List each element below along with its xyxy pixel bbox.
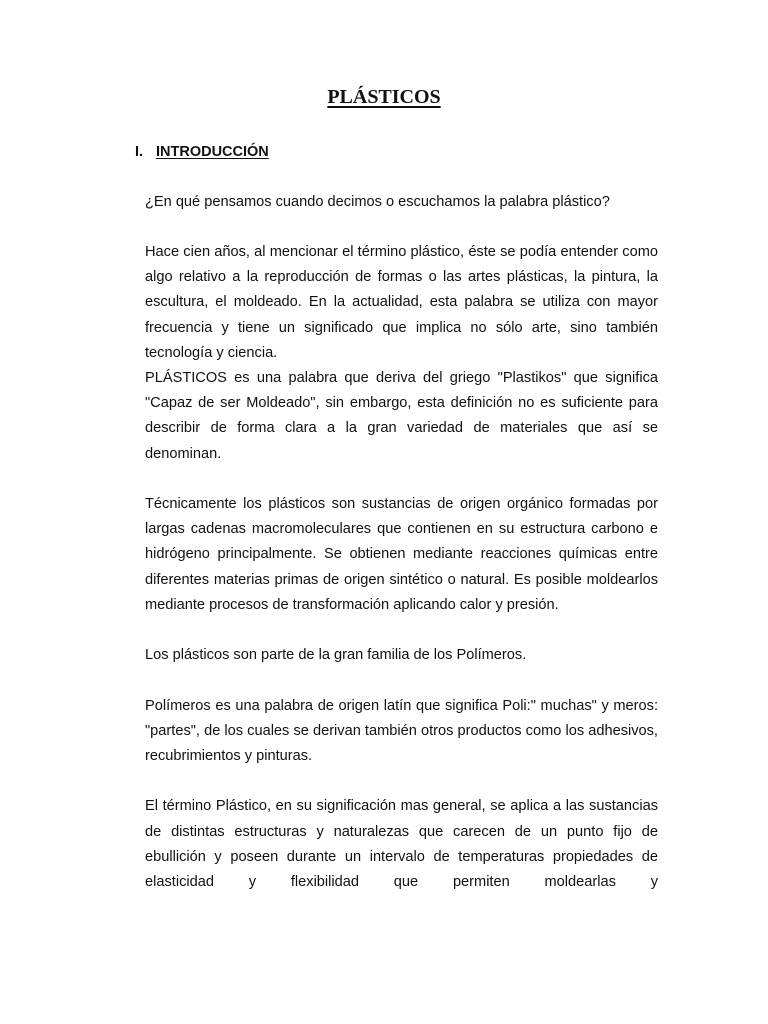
document-title	[0, 84, 768, 110]
paragraph-technical-definition: Técnicamente los plásticos son sustancias de origen orgánico formadas por largas cadenas macromoleculares que contienen en su estructura carbono e hidrógeno principalmente. Se obtienen mediante reacciones químicas entre diferentes materias primas de origen sintético o natural. Es posible moldearlos mediante procesos de transformación aplicando calor y presión.	[145, 496, 658, 613]
paragraph-etymology: PLÁSTICOS es una palabra que deriva del griego "Plastikos" que significa "Capaz de ser Moldeado", sin embargo, esta definición no es suficiente para describir de forma clara a la gran variedad de materiales que así se denominan.	[145, 370, 658, 462]
section-number: I.	[135, 144, 144, 160]
paragraph-history: Hace cien años, al mencionar el término plástico, éste se podía entender como algo relativo a la reproducción de formas o las artes plásticas, la pintura, la escultura, el moldeado. En la actualidad, esta palabra se utiliza con mayor frecuencia y tiene un significado que implica no sólo arte, sino también tecnología y ciencia.	[145, 244, 658, 361]
paragraph-polymer-family: Los plásticos son parte de la gran familia de los Polímeros.	[145, 647, 527, 664]
paragraph-polymer-etymology: Polímeros es una palabra de origen latín que significa Poli:" muchas" y meros: "partes", de los cuales se derivan también otros productos como los adhesivos, recubrimientos y pinturas.	[145, 697, 658, 765]
paragraph-spacer	[145, 668, 658, 693]
paragraph-spacer	[145, 618, 658, 643]
paragraph-spacer	[145, 769, 658, 794]
section-title: INTRODUCCIÓN	[156, 144, 269, 160]
document-title-text: PLÁSTICOS	[327, 86, 441, 108]
paragraph-general-meaning: El término Plástico, en su significación mas general, se aplica a las sustancias de distintas estructuras y naturalezas que carecen de un punto fijo de ebullición y poseen durante un intervalo de temperaturas propiedades de elasticidad y flexibilidad que permiten moldearlas y	[145, 798, 658, 891]
paragraph-spacer	[145, 467, 658, 492]
document-body	[145, 240, 658, 895]
intro-question: ¿En qué pensamos cuando decimos o escuchamos la palabra plástico?	[145, 194, 610, 210]
intro-question-block	[145, 190, 658, 215]
section-heading	[135, 141, 269, 163]
